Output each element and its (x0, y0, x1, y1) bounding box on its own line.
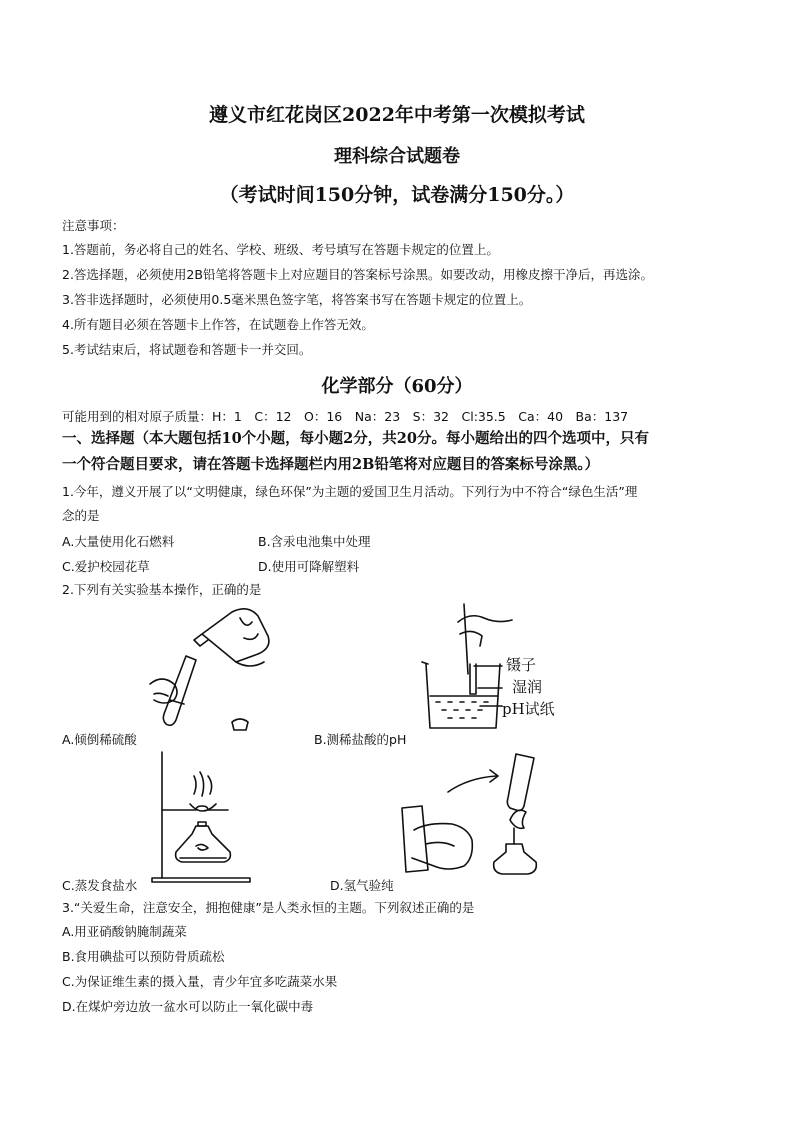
q3-option-c: C.为保证维生素的摄入量，青少年宜多吃蔬菜水果 (62, 974, 338, 989)
atomic-masses: 可能用到的相对原子质量：H：1 C：12 O：16 Na：23 S：32 Cl:35.5 Ca：40 Ba：137 (62, 409, 629, 424)
q2-stem: 2.下列有关实验基本操作，正确的是 (62, 582, 262, 597)
q2-option-a: A.倾倒稀硫酸 (62, 732, 137, 747)
notice-item-2: 2.答选择题，必须使用2B铅笔将答题卡上对应题目的答案标号涂黑。如要改动，用橡皮擦干净后，再选涂。 (62, 267, 653, 282)
notice-item-1: 1.答题前，务必将自己的姓名、学校、班级、考号填写在答题卡规定的位置上。 (62, 242, 499, 257)
part1-instructions-line1: 一、选择题（本大题包括10个小题，每小题2分，共20分。每小题给出的四个选项中，只有 (62, 430, 649, 447)
part1-instructions-line2: 一个符合题目要求，请在答题卡选择题栏内用2B铅笔将对应题目的答案标号涂黑。） (62, 456, 600, 473)
q2-option-b: B.测稀盐酸的pH (314, 732, 407, 747)
notice-item-5: 5.考试结束后，将试题卷和答题卡一并交回。 (62, 342, 312, 357)
q3-option-b: B.食用碘盐可以预防骨质疏松 (62, 949, 225, 964)
q1-option-c: C.爱护校园花草 (62, 559, 150, 574)
q1-stem-line2: 念的是 (62, 508, 100, 523)
notice-item-3: 3.答非选择题时，必须使用0.5毫米黑色签字笔，将答案书写在答题卡规定的位置上。 (62, 292, 532, 307)
q1-option-b: B.含汞电池集中处理 (258, 534, 371, 549)
exam-time-note: （考试时间150分钟，试卷满分150分。） (219, 184, 575, 206)
notice-heading: 注意事项： (62, 218, 125, 233)
q3-stem: 3.“关爱生命，注意安全，拥抱健康”是人类永恒的主题。下列叙述正确的是 (62, 900, 475, 915)
label-moist: 湿润 (512, 678, 543, 696)
q1-option-d: D.使用可降解塑料 (258, 559, 360, 574)
q2-option-c: C.蒸发食盐水 (62, 878, 138, 893)
q1-stem-line1: 1.今年，遵义开展了以“文明健康，绿色环保”为主题的爱国卫生月活动。下列行为中不符合“绿色生活”理 (62, 484, 638, 499)
label-ph-paper: pH试纸 (502, 700, 555, 718)
figure-evaporation (150, 748, 260, 886)
figure-hydrogen-test (398, 748, 558, 888)
exam-subtitle: 理科综合试题卷 (334, 146, 460, 167)
q2-option-d: D.氢气验纯 (330, 878, 394, 893)
label-tweezers: 镊子 (506, 656, 537, 674)
q3-option-a: A.用亚硝酸钠腌制蔬菜 (62, 924, 187, 939)
figure-pouring-acid (140, 600, 280, 740)
notice-item-4: 4.所有题目必须在答题卡上作答，在试题卷上作答无效。 (62, 317, 374, 332)
q1-option-a: A.大量使用化石燃料 (62, 534, 175, 549)
exam-title: 遵义市红花岗区2022年中考第一次模拟考试 (209, 104, 585, 126)
figure-measure-ph (420, 604, 570, 734)
q3-option-d: D.在煤炉旁边放一盆水可以防止一氧化碳中毒 (62, 999, 314, 1014)
section-title: 化学部分（60分） (321, 376, 473, 397)
